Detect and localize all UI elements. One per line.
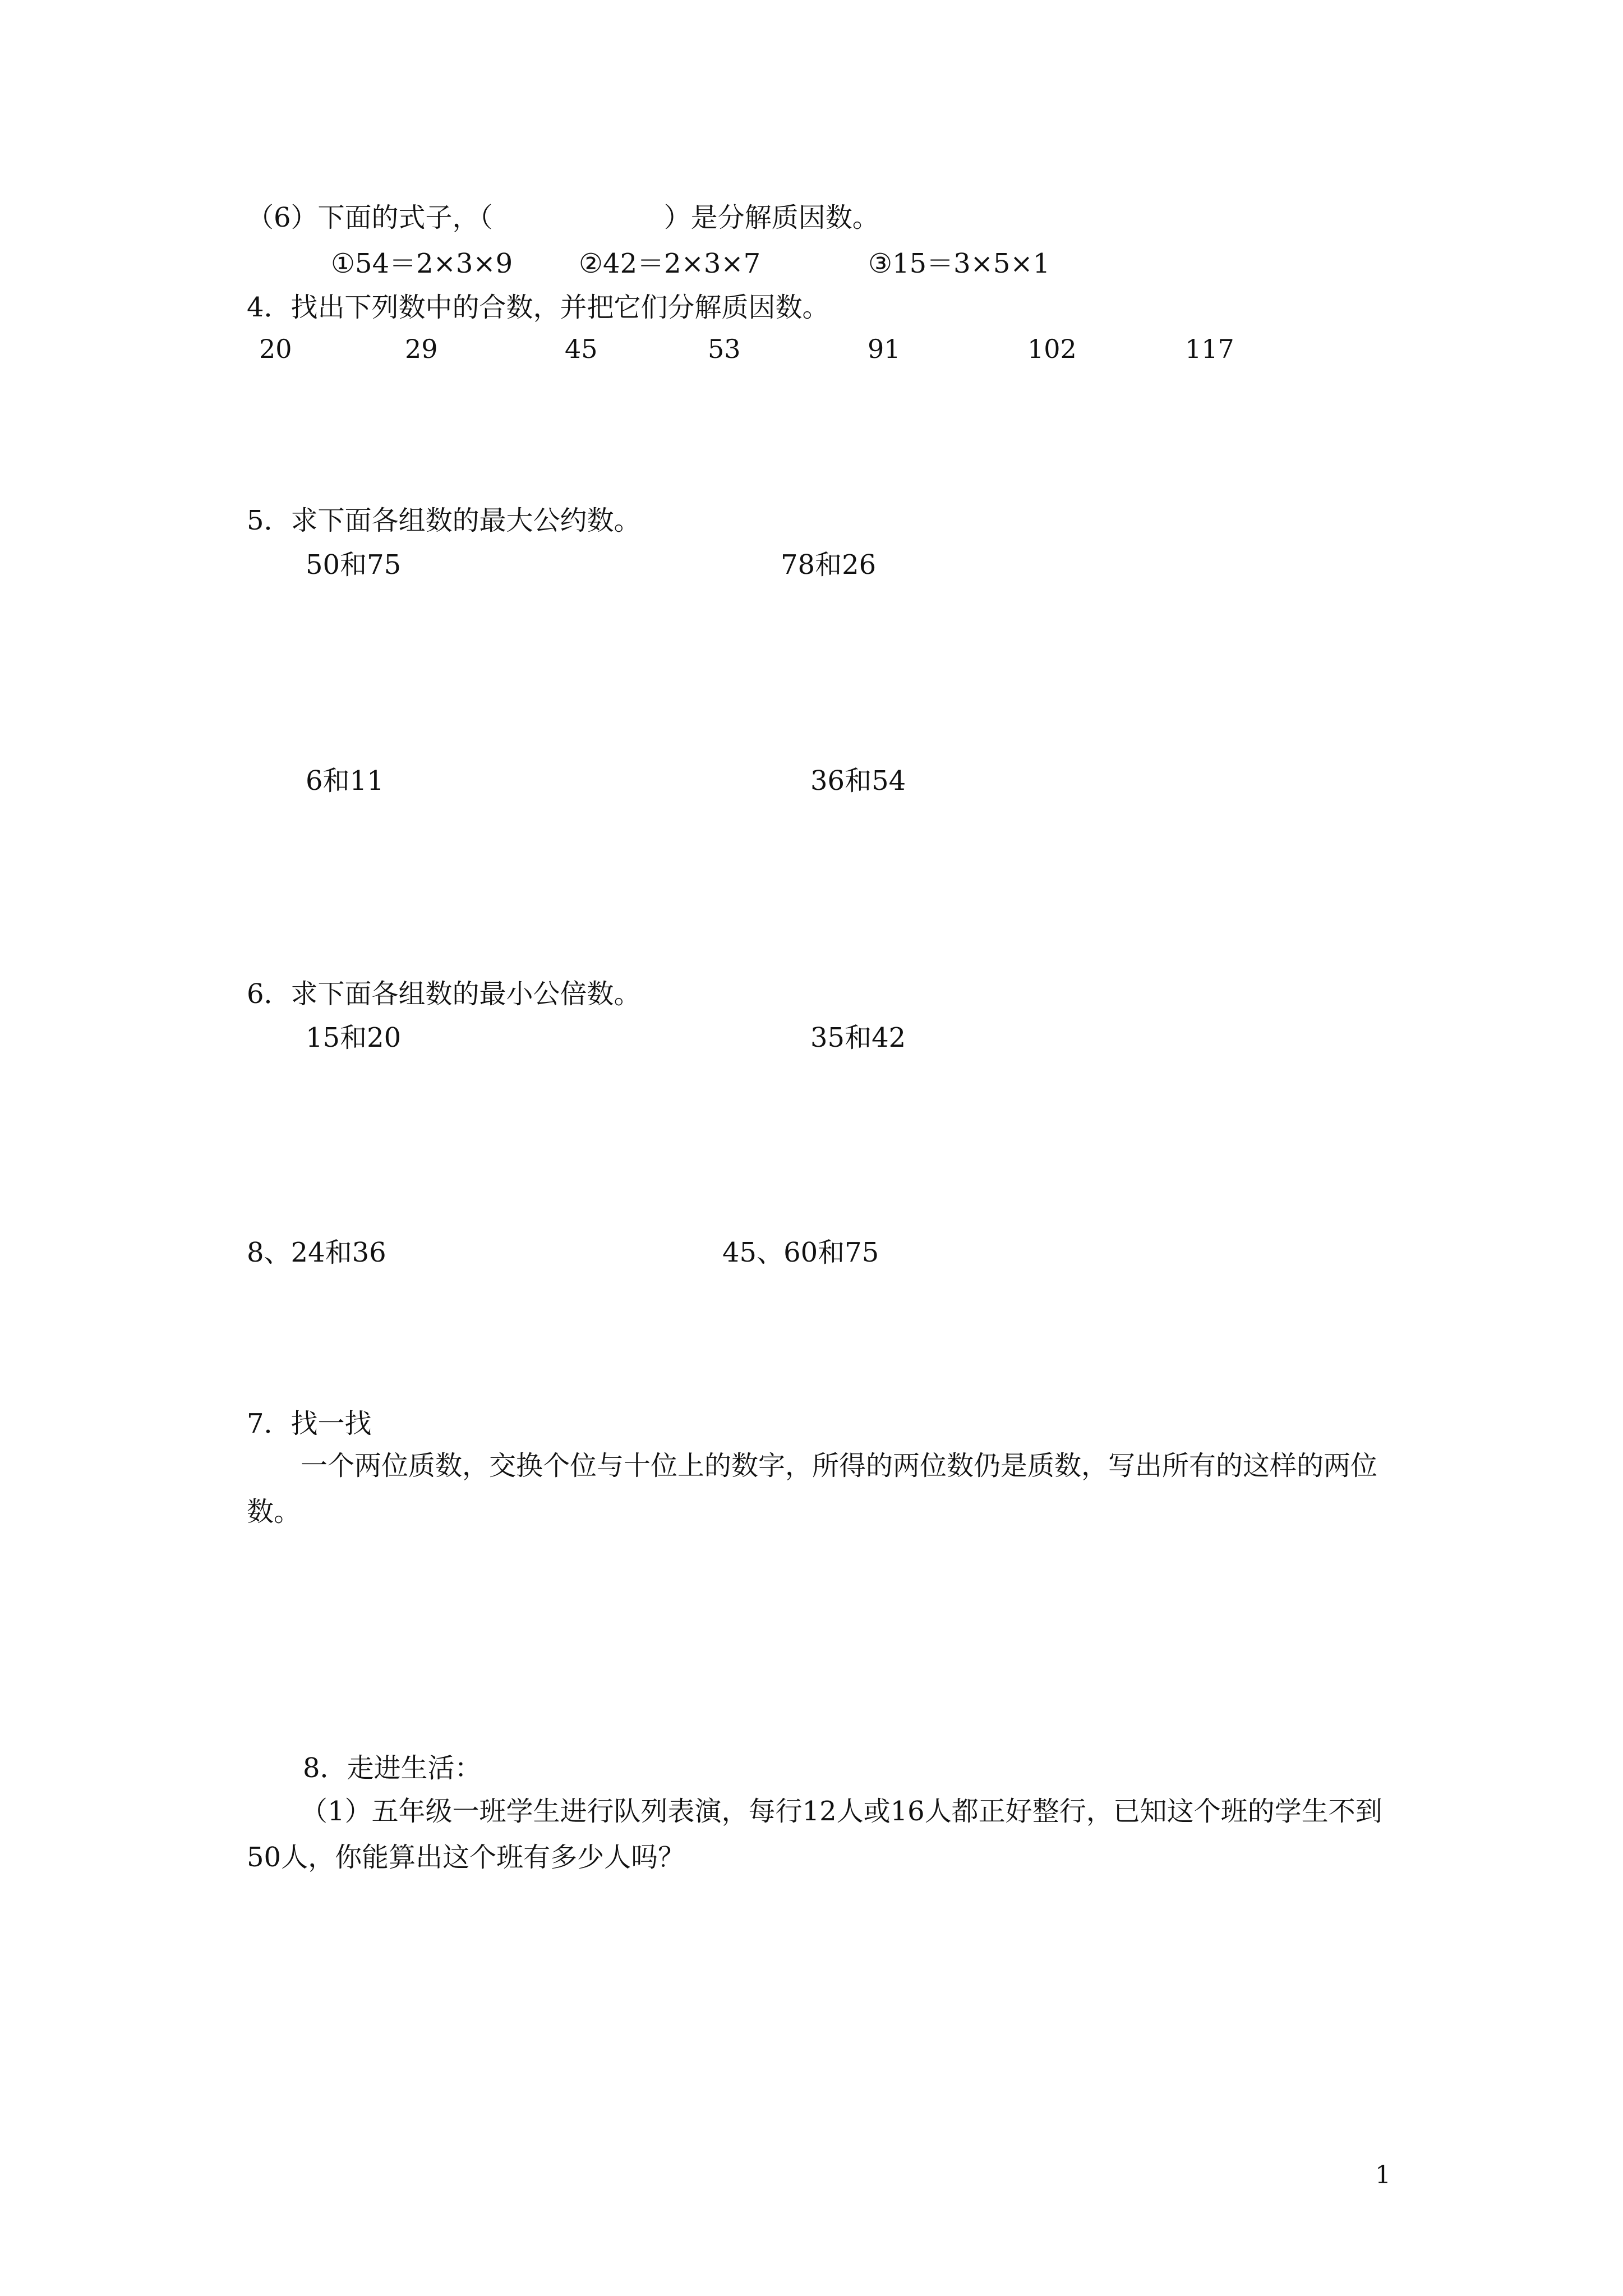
q4-number: 53	[708, 334, 741, 364]
q5-title: 5．求下面各组数的最大公约数。	[247, 505, 641, 536]
q4-number: 20	[259, 334, 292, 364]
q5-pair: 36和54	[810, 765, 906, 797]
q3-6-option-1: ①54＝2×3×9	[331, 248, 513, 279]
q4-title: 4．找出下列数中的合数，并把它们分解质因数。	[247, 292, 829, 323]
q5-pair: 50和75	[306, 549, 402, 581]
q8-item-1: （1）五年级一班学生进行队列表演，每行12人或16人都正好整行，已知这个班的学生不到50人，你能算出这个班有多少人吗？	[247, 1796, 1382, 1873]
q6-triple: 8、24和36	[247, 1237, 386, 1268]
q6-pair: 35和42	[810, 1022, 906, 1053]
q4-number: 29	[405, 334, 438, 364]
q3-6-option-2: ②42＝2×3×7	[579, 248, 761, 279]
q6-title: 6．求下面各组数的最小公倍数。	[247, 978, 641, 1010]
q5-pair: 78和26	[781, 549, 877, 581]
q6-pair: 15和20	[306, 1022, 402, 1053]
q3-6-option-3: ③15＝3×5×1	[868, 248, 1050, 279]
q6-triple: 45、60和75	[722, 1237, 879, 1268]
q3-6-stem: （6）下面的式子，（ ）是分解质因数。	[247, 202, 879, 233]
q5-pair: 6和11	[306, 765, 384, 797]
q4-number: 102	[1027, 334, 1077, 364]
q4-number: 91	[868, 334, 901, 364]
q8-title: 8．走进生活：	[303, 1752, 482, 1784]
q7-title: 7．找一找	[247, 1408, 372, 1439]
q4-number: 45	[565, 334, 598, 364]
q7-body: 一个两位质数，交换个位与十位上的数字，所得的两位数仍是质数，写出所有的这样的两位数。	[247, 1450, 1378, 1527]
q4-number: 117	[1185, 334, 1234, 364]
page-number: 1	[1375, 2161, 1391, 2189]
